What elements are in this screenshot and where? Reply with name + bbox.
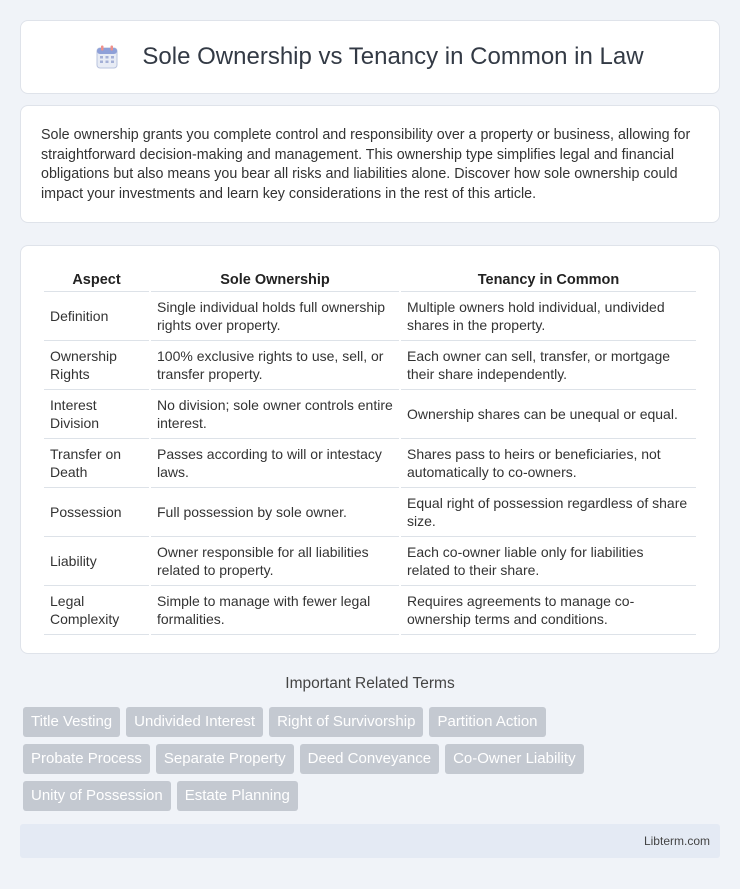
- aspect-cell: Transfer on Death: [44, 439, 149, 488]
- related-term-tag[interactable]: Separate Property: [156, 744, 294, 774]
- sole-ownership-cell: Single individual holds full ownership rights over property.: [151, 292, 399, 341]
- tenancy-in-common-cell: Equal right of possession regardless of share size.: [401, 488, 696, 537]
- column-header: Tenancy in Common: [401, 266, 696, 292]
- column-header: Sole Ownership: [151, 266, 399, 292]
- sole-ownership-cell: No division; sole owner controls entire interest.: [151, 390, 399, 439]
- aspect-cell: Interest Division: [44, 390, 149, 439]
- table-row: [44, 292, 696, 341]
- related-term-tag[interactable]: Unity of Possession: [23, 781, 171, 811]
- related-term-tag[interactable]: Title Vesting: [23, 707, 120, 737]
- footer: [20, 824, 720, 858]
- tenancy-in-common-cell: Each owner can sell, transfer, or mortgage their share independently.: [401, 341, 696, 390]
- related-term-tag[interactable]: Probate Process: [23, 744, 150, 774]
- sole-ownership-cell: Passes according to will or intestacy laws.: [151, 439, 399, 488]
- related-term-tag[interactable]: Deed Conveyance: [300, 744, 439, 774]
- comparison-table: [42, 266, 698, 635]
- table-row: [44, 390, 696, 439]
- table-row: [44, 341, 696, 390]
- table-row: [44, 488, 696, 537]
- related-term-tag[interactable]: Right of Survivorship: [269, 707, 423, 737]
- sole-ownership-cell: Full possession by sole owner.: [151, 488, 399, 537]
- calendar-icon: [96, 45, 118, 69]
- table-row: [44, 439, 696, 488]
- tenancy-in-common-cell: Each co-owner liable only for liabilities related to their share.: [401, 537, 696, 586]
- footer-site-link[interactable]: Libterm.com: [643, 834, 710, 848]
- related-term-tag[interactable]: Undivided Interest: [126, 707, 263, 737]
- table-row: [44, 537, 696, 586]
- related-term-tag[interactable]: Partition Action: [429, 707, 545, 737]
- sole-ownership-cell: 100% exclusive rights to use, sell, or transfer property.: [151, 341, 399, 390]
- page-title: Sole Ownership vs Tenancy in Common in Law: [142, 43, 644, 70]
- related-term-tag[interactable]: Co-Owner Liability: [445, 744, 584, 774]
- aspect-cell: Ownership Rights: [44, 341, 149, 390]
- table-header-row: [44, 266, 696, 292]
- related-terms-list: [23, 707, 623, 811]
- tenancy-in-common-cell: Multiple owners hold individual, undivided shares in the property.: [401, 292, 696, 341]
- sole-ownership-cell: Owner responsible for all liabilities related to property.: [151, 537, 399, 586]
- tenancy-in-common-cell: Ownership shares can be unequal or equal.: [401, 390, 696, 439]
- intro-paragraph: Sole ownership grants you complete control and responsibility over a property or business, allowing for straightforward decision-making and management. This ownership type simplifies legal and financial obligations but also means you bear all risks and liabilities alone. Discover how sole ownership could impact your investments and learn key considerations in the rest of this article.: [41, 127, 691, 202]
- comparison-table-card: [20, 245, 720, 654]
- header-card: [20, 20, 720, 94]
- aspect-cell: Legal Complexity: [44, 586, 149, 635]
- related-terms-title: Important Related Terms: [285, 675, 455, 692]
- sole-ownership-cell: Simple to manage with fewer legal formalities.: [151, 586, 399, 635]
- tenancy-in-common-cell: Shares pass to heirs or beneficiaries, not automatically to co-owners.: [401, 439, 696, 488]
- related-term-tag[interactable]: Estate Planning: [177, 781, 298, 811]
- aspect-cell: Possession: [44, 488, 149, 537]
- aspect-cell: Definition: [44, 292, 149, 341]
- intro-card: [20, 105, 720, 223]
- table-row: [44, 586, 696, 635]
- column-header: Aspect: [44, 266, 149, 292]
- tenancy-in-common-cell: Requires agreements to manage co-ownership terms and conditions.: [401, 586, 696, 635]
- aspect-cell: Liability: [44, 537, 149, 586]
